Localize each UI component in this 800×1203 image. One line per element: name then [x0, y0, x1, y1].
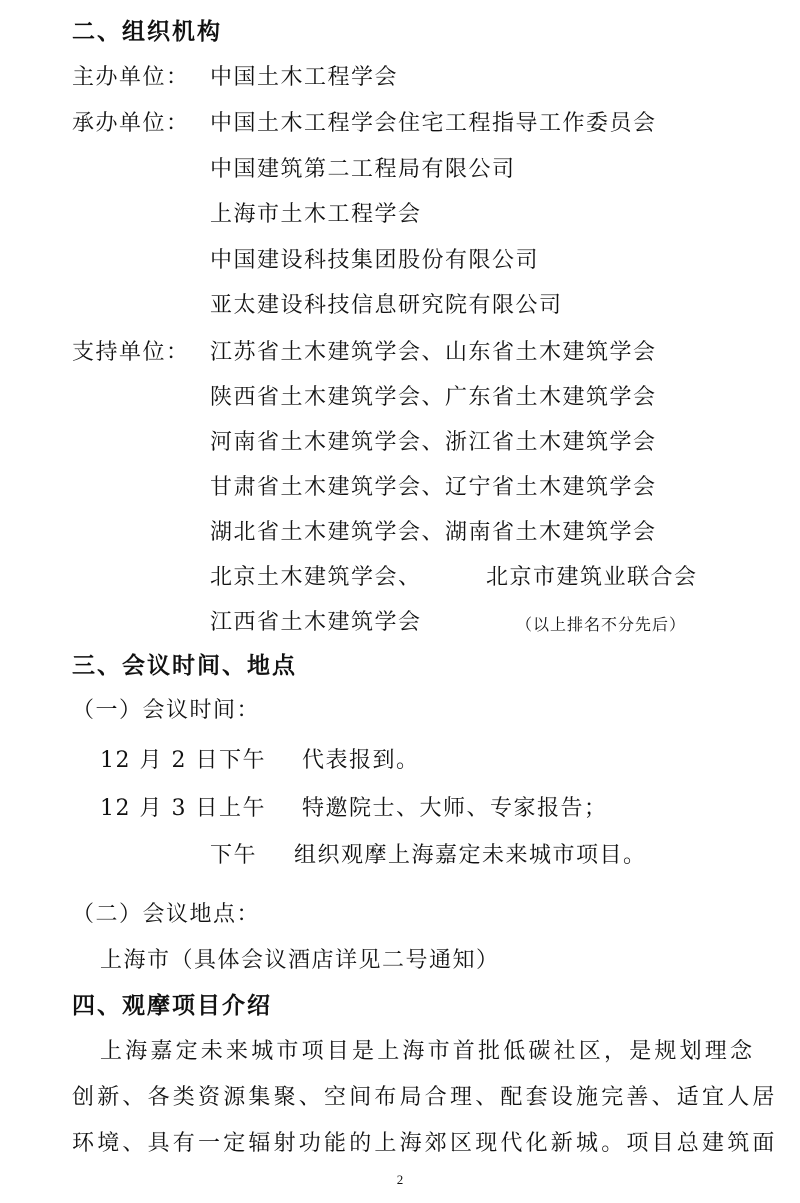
support-pair	[210, 384, 657, 412]
schedule-what: 特邀院士、大师、专家报告；	[302, 796, 608, 821]
page-number: 2	[396, 1172, 404, 1187]
support-unit: 山东省土木建筑学会	[445, 340, 657, 365]
host-value: 中国土木工程学会	[210, 65, 399, 90]
support-separator: 、	[421, 340, 446, 365]
support-unit: 广东省土木建筑学会	[445, 385, 657, 410]
support-unit: 江西省土木建筑学会	[210, 610, 422, 635]
support-pair	[210, 474, 657, 502]
support-unit: 江苏省土木建筑学会	[210, 340, 422, 365]
section-heading-organization: 二、组织机构	[72, 19, 222, 45]
support-unit: 湖北省土木建筑学会	[210, 520, 422, 545]
organizer-item: 中国建筑第二工程局有限公司	[210, 157, 516, 182]
support-separator: 、	[421, 520, 446, 545]
support-unit: 北京土木建筑学会	[210, 565, 399, 590]
schedule-when: 12 月 3 日上午	[100, 796, 266, 821]
organizer-item: 中国建设科技集团股份有限公司	[210, 248, 540, 273]
support-pair	[210, 429, 657, 457]
ranking-note: （以上排名不分先后）	[516, 615, 687, 634]
place-label: （二）会议地点：	[72, 902, 261, 927]
place-value: 上海市（具体会议酒店详见二号通知）	[100, 948, 500, 973]
support-unit: 湖南省土木建筑学会	[445, 520, 657, 545]
support-last-row	[210, 609, 750, 637]
support-unit: 辽宁省土木建筑学会	[445, 475, 657, 500]
support-pair	[210, 339, 657, 367]
paragraph-line: 环境、具有一定辐射功能的上海郊区现代化新城。项目总建筑面	[72, 1131, 778, 1156]
schedule-what: 组织观摩上海嘉定未来城市项目。	[294, 843, 647, 868]
organizer-label: 承办单位：	[72, 111, 190, 136]
support-separator: 、	[421, 385, 446, 410]
organizer-item: 上海市土木工程学会	[210, 202, 422, 227]
schedule-when: 12 月 2 日下午	[100, 748, 266, 773]
section-heading-project: 四、观摩项目介绍	[72, 993, 272, 1019]
support-separator: 、	[421, 475, 446, 500]
support-pair	[210, 564, 770, 592]
organizer-item: 中国土木工程学会住宅工程指导工作委员会	[210, 111, 657, 136]
schedule-what: 代表报到。	[302, 748, 420, 773]
support-pair	[210, 519, 657, 547]
schedule-when: 下午	[210, 843, 258, 868]
support-unit: 甘肃省土木建筑学会	[210, 475, 422, 500]
section-heading-time-place: 三、会议时间、地点	[72, 653, 297, 679]
paragraph-line: 上海嘉定未来城市项目是上海市首批低碳社区，是规划理念	[100, 1039, 756, 1064]
support-separator: 、	[421, 430, 446, 455]
host-label: 主办单位：	[72, 65, 190, 90]
organizer-item: 亚太建设科技信息研究院有限公司	[210, 293, 563, 318]
support-label: 支持单位：	[72, 340, 190, 365]
support-unit: 陕西省土木建筑学会	[210, 385, 422, 410]
paragraph-line: 创新、各类资源集聚、空间布局合理、配套设施完善、适宜人居	[72, 1085, 778, 1110]
support-unit: 河南省土木建筑学会	[210, 430, 422, 455]
time-label: （一）会议时间：	[72, 698, 261, 723]
support-separator: 、	[398, 565, 422, 590]
support-unit: 北京市建筑业联合会	[486, 565, 698, 590]
support-unit: 浙江省土木建筑学会	[445, 430, 657, 455]
